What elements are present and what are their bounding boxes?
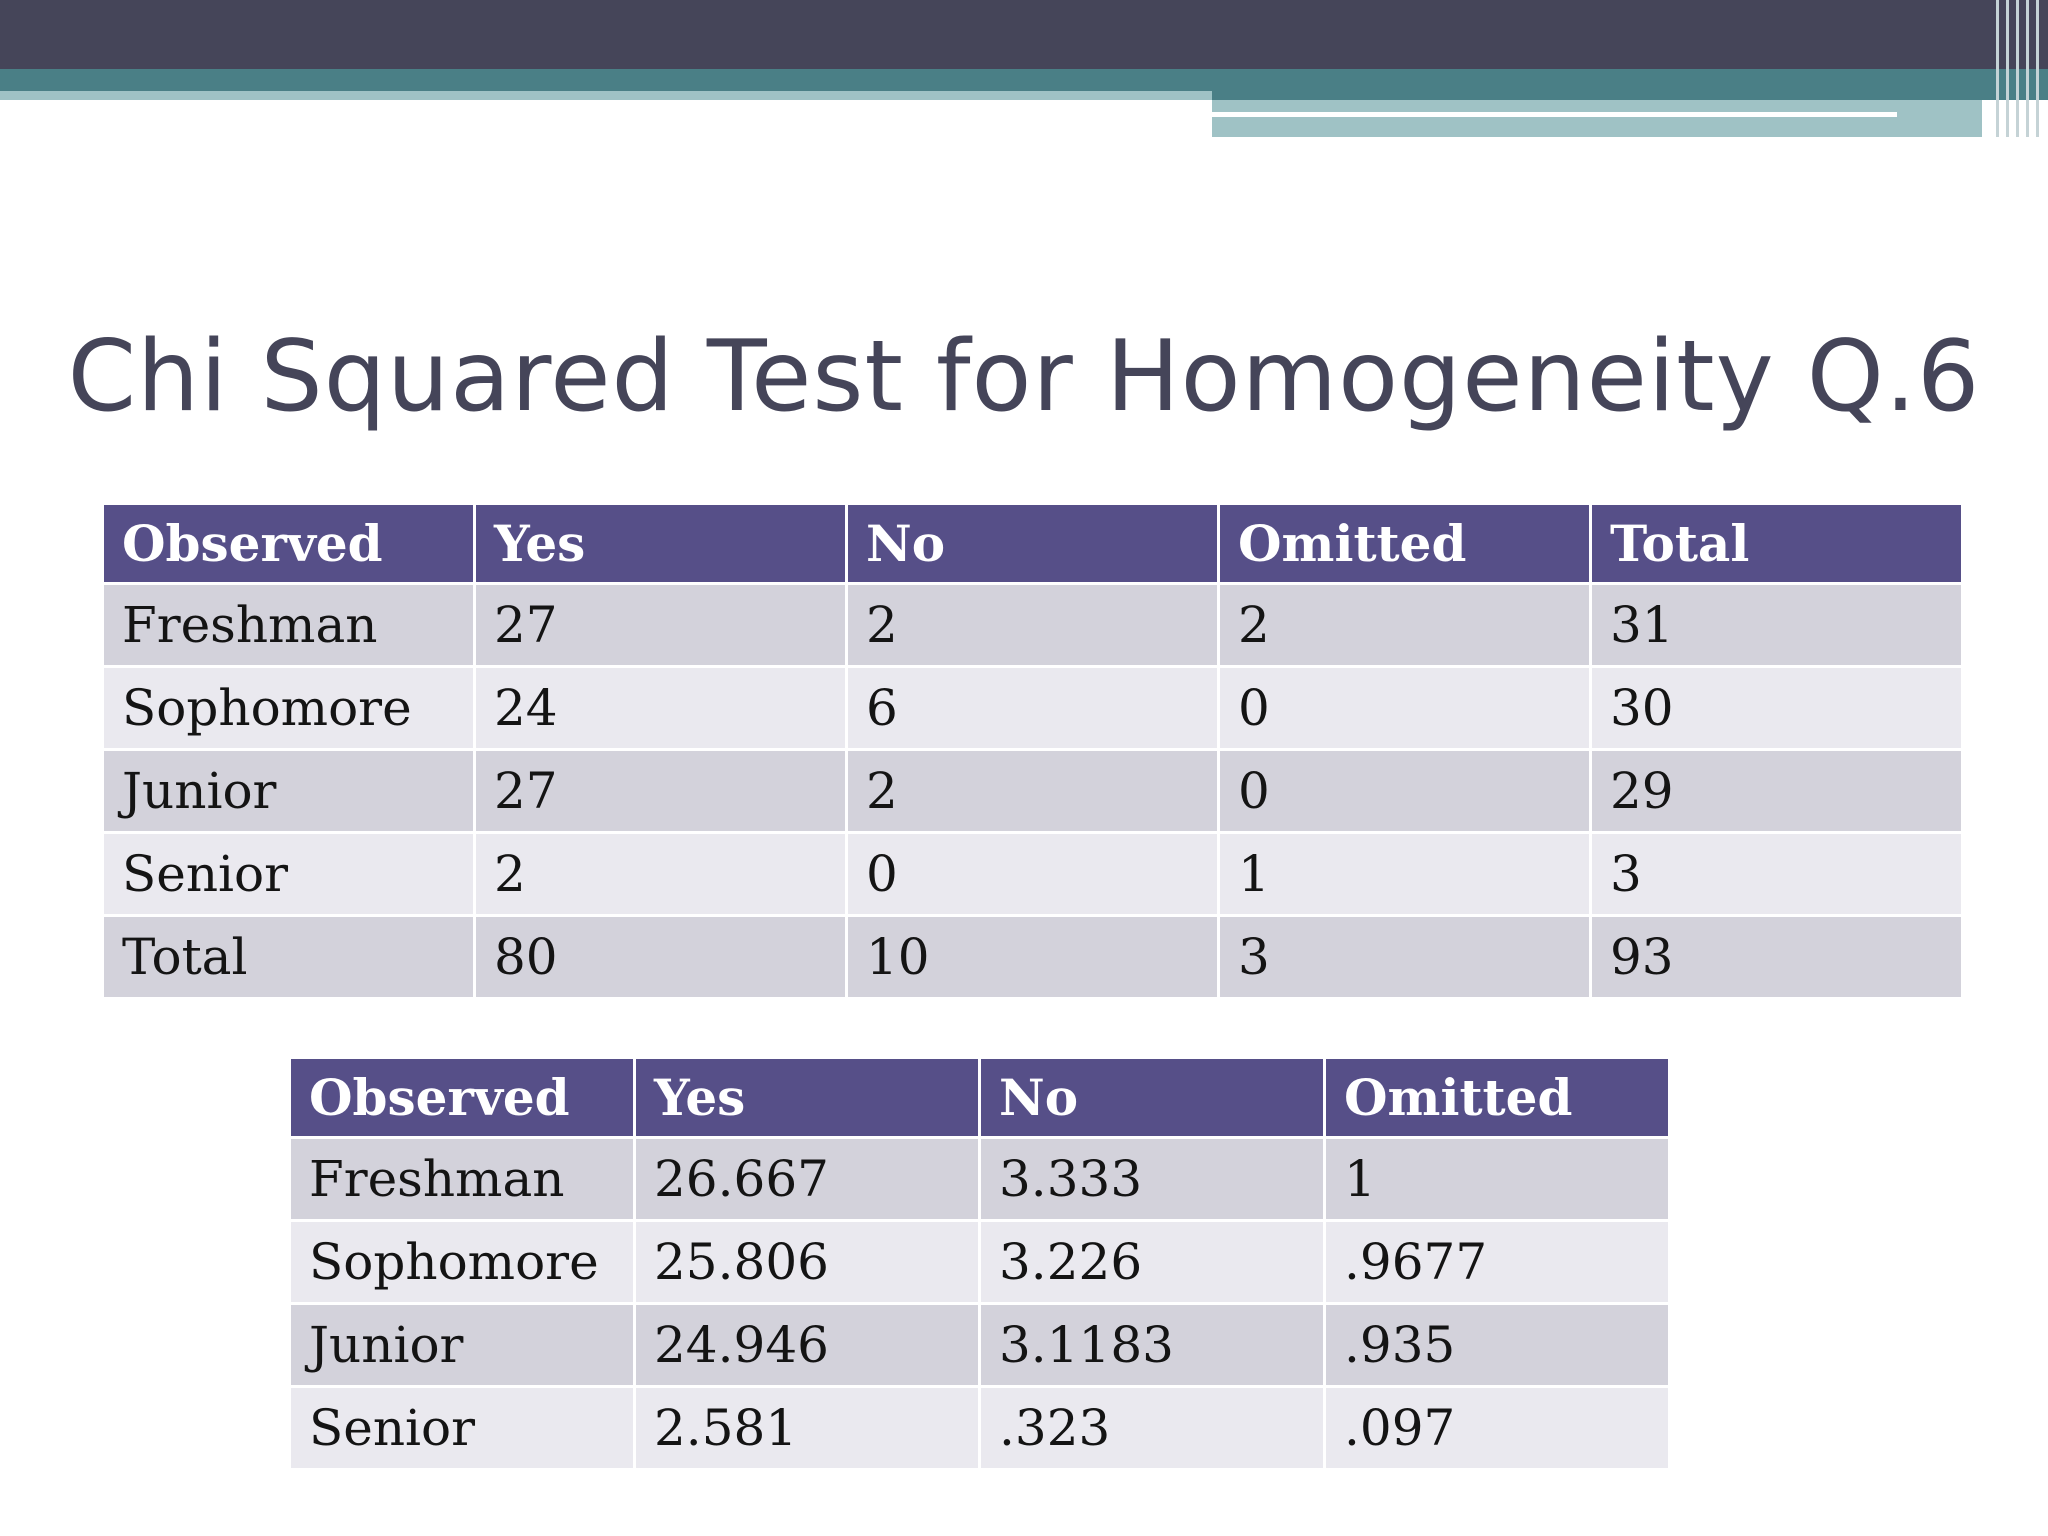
table-cell: 80: [476, 917, 845, 997]
column-header: Observed: [291, 1059, 633, 1136]
table-row: [291, 1222, 1668, 1302]
table-cell: 26.667: [636, 1139, 978, 1219]
table-row: [104, 917, 1961, 997]
table-cell: .935: [1326, 1305, 1668, 1385]
table-cell: 27: [476, 585, 845, 665]
table-cell: 3: [1220, 917, 1589, 997]
table-row: [104, 834, 1961, 914]
table-row: [104, 751, 1961, 831]
table-cell: 2: [476, 834, 845, 914]
header-light-band-right: [1212, 100, 1982, 137]
table-header-row: [291, 1059, 1668, 1136]
table-cell: 3.333: [981, 1139, 1323, 1219]
slide-title: Chi Squared Test for Homogeneity Q.6: [67, 320, 1981, 434]
column-header: Total: [1592, 505, 1961, 582]
table-cell: 30: [1592, 668, 1961, 748]
table-cell: Sophomore: [104, 668, 473, 748]
table-row: [104, 585, 1961, 665]
column-header: Yes: [636, 1059, 978, 1136]
table-cell: 27: [476, 751, 845, 831]
table-cell: Total: [104, 917, 473, 997]
column-header: Omitted: [1220, 505, 1589, 582]
table-cell: 1: [1220, 834, 1589, 914]
header-teal-band: [0, 69, 2048, 91]
table-cell: 3: [1592, 834, 1961, 914]
table-cell: 10: [848, 917, 1217, 997]
table-cell: .9677: [1326, 1222, 1668, 1302]
table-cell: 2: [848, 751, 1217, 831]
table-row: [291, 1305, 1668, 1385]
table-cell: 6: [848, 668, 1217, 748]
column-header: No: [981, 1059, 1323, 1136]
header-teal-band-right: [1212, 91, 2048, 100]
table-cell: .323: [981, 1388, 1323, 1468]
table-cell: 0: [1220, 668, 1589, 748]
table-cell: Sophomore: [291, 1222, 633, 1302]
table-row: [104, 668, 1961, 748]
table-cell: Freshman: [104, 585, 473, 665]
table-cell: Junior: [104, 751, 473, 831]
table-cell: 1: [1326, 1139, 1668, 1219]
table-cell: Junior: [291, 1305, 633, 1385]
header-light-band-left: [0, 91, 1212, 100]
table-row: [291, 1388, 1668, 1468]
column-header: Omitted: [1326, 1059, 1668, 1136]
table-cell: 24.946: [636, 1305, 978, 1385]
table-cell: 0: [1220, 751, 1589, 831]
table-cell: 29: [1592, 751, 1961, 831]
table-cell: 2.581: [636, 1388, 978, 1468]
table-cell: 0: [848, 834, 1217, 914]
table-cell: Senior: [291, 1388, 633, 1468]
header-stripe: [2026, 0, 2029, 137]
expected-table: [288, 1056, 1671, 1471]
table-cell: 25.806: [636, 1222, 978, 1302]
table-cell: Senior: [104, 834, 473, 914]
table-cell: .097: [1326, 1388, 1668, 1468]
column-header: Observed: [104, 505, 473, 582]
table-cell: 93: [1592, 917, 1961, 997]
table-cell: 24: [476, 668, 845, 748]
table-row: [291, 1139, 1668, 1219]
table-cell: Freshman: [291, 1139, 633, 1219]
table-cell: 3.1183: [981, 1305, 1323, 1385]
header-stripe: [2006, 0, 2009, 137]
table-cell: 2: [848, 585, 1217, 665]
observed-table: [101, 502, 1964, 1000]
header-stripes: [1992, 0, 2048, 137]
column-header: Yes: [476, 505, 845, 582]
table-cell: 2: [1220, 585, 1589, 665]
header-stripe: [1996, 0, 1999, 137]
table-header-row: [104, 505, 1961, 582]
column-header: No: [848, 505, 1217, 582]
header-stripe: [2016, 0, 2019, 137]
table-cell: 31: [1592, 585, 1961, 665]
header-white-line: [1212, 112, 1897, 117]
table-cell: 3.226: [981, 1222, 1323, 1302]
header-dark-band: [0, 0, 2048, 69]
header-stripe: [2036, 0, 2039, 137]
